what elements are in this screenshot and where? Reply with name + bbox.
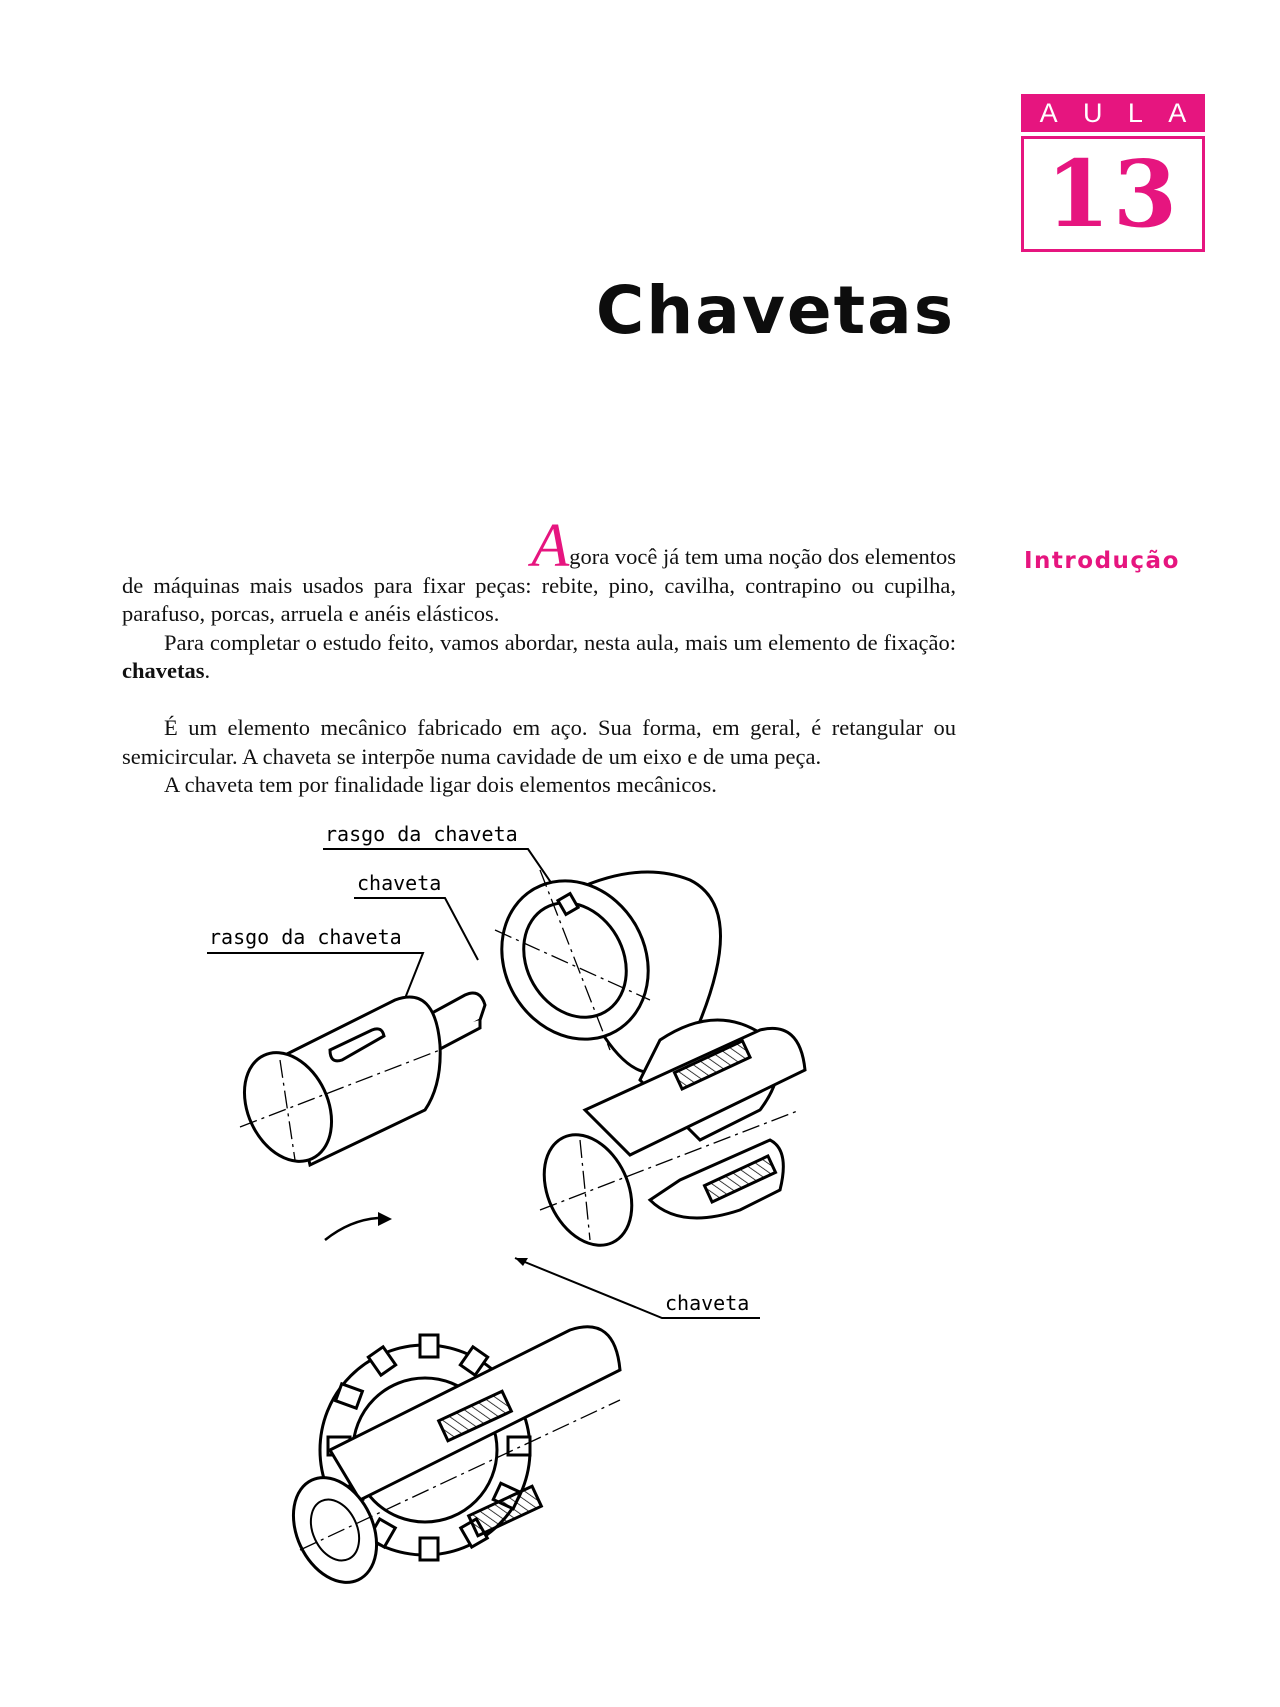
lesson-badge-header [1021,94,1205,132]
intro-block [122,512,956,686]
definition-block [122,714,956,800]
label-chaveta-bottom [515,1258,760,1318]
intro-paragraph-rest: de máquinas mais usados para fixar peças: rebite, pino, cavilha, contrapino ou cupilha, parafuso, porcas, arruela e anéis elásticos. [122,572,956,626]
section-label: Introdução [1024,548,1180,574]
label-rasgo-left-text: rasgo da chaveta [209,925,402,949]
label-chaveta-bottom-text: chaveta [665,1291,750,1315]
intro-line1: gora você já tem uma noção dos elementos [569,544,956,569]
key-illustration [180,810,900,1590]
badge-letter: A [1039,97,1058,128]
page-title: Chavetas [595,272,955,349]
paragraph-2-end: . [204,658,211,683]
badge-letter: L [1127,97,1143,128]
gear-shaft-drawing [277,1212,620,1590]
intro-first-line [122,512,956,580]
label-chaveta-top-text: chaveta [357,871,442,895]
label-rasgo-top-text: rasgo da chaveta [325,822,518,846]
lesson-badge [1021,94,1205,252]
paragraph-2 [122,629,956,686]
badge-letter: U [1083,97,1103,128]
paragraph-3: É um elemento mecânico fabricado em aço. Sua forma, em geral, é retangular ou semicircular. A chaveta se interpõe numa cavidade de um eixo e de uma peça. [122,715,956,769]
paragraph-4: A chaveta tem por finalidade ligar dois elementos mecânicos. [164,772,717,797]
lesson-number: 13 [1021,136,1205,252]
keyword-chavetas: chavetas [122,658,205,683]
badge-letter: A [1168,97,1187,128]
drop-cap: A [531,512,570,580]
assembly-drawing [527,1020,805,1259]
paragraph-2-text: Para completar o estudo feito, vamos abordar, nesta aula, mais um elemento de fixação: [164,629,956,655]
shaft-keyway-drawing [228,997,441,1176]
